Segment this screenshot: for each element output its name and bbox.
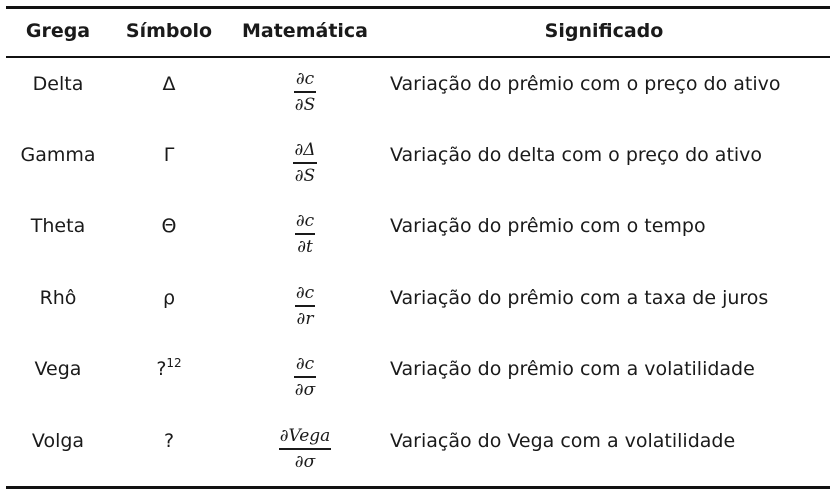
footnote-marker: 12 [166, 356, 182, 370]
fraction-bar [293, 162, 316, 164]
table-bottom-rule [6, 486, 830, 489]
formula-denominator: ∂S [294, 94, 316, 115]
formula-numerator: ∂c [295, 211, 315, 231]
significado-cell: Variação do prêmio com o tempo [390, 215, 706, 237]
formula-numerator: ∂Vega [279, 426, 331, 446]
fraction-bar [294, 376, 316, 378]
formula-cell [232, 354, 378, 400]
significado-cell: Variação do prêmio com a volatilidade [390, 358, 755, 380]
formula-denominator: ∂t [297, 236, 313, 257]
significado-cell: Variação do prêmio com o preço do ativo [390, 73, 781, 95]
grega-cell: Delta [32, 73, 84, 95]
simbolo-cell: Γ [163, 144, 175, 166]
formula-cell [232, 140, 378, 186]
fraction-bar [294, 91, 316, 93]
formula-numerator: ∂c [295, 69, 315, 89]
formula-numerator: ∂c [295, 283, 315, 303]
significado-cell: Variação do prêmio com a taxa de juros [390, 287, 769, 309]
simbolo-text: ? [156, 358, 167, 380]
formula-numerator: ∂Δ [294, 140, 316, 160]
formula-cell [232, 426, 378, 472]
header-matematica: Matemática [242, 20, 368, 42]
simbolo-cell: ρ [162, 287, 176, 309]
simbolo-cell: ? [163, 430, 175, 452]
simbolo-cell: Θ [161, 215, 177, 237]
formula-cell [232, 69, 378, 115]
simbolo-cell [120, 357, 218, 381]
fraction-bar [295, 305, 315, 307]
formula-numerator: ∂c [295, 354, 315, 374]
grega-cell: Rhô [39, 287, 77, 309]
header-significado: Significado [544, 20, 664, 42]
header-simbolo: Símbolo [125, 20, 213, 42]
formula-cell [232, 211, 378, 257]
formula-denominator: ∂σ [294, 379, 316, 400]
header-grega: Grega [25, 20, 91, 42]
formula-denominator: ∂r [296, 308, 314, 329]
grega-cell: Gamma [20, 144, 96, 166]
table-top-rule [6, 6, 830, 9]
grega-cell: Vega [34, 358, 82, 380]
formula-cell [232, 283, 378, 329]
header-rule [6, 56, 830, 58]
formula-denominator: ∂σ [294, 451, 316, 472]
grega-cell: Volga [31, 430, 85, 452]
fraction-bar [295, 233, 315, 235]
grega-cell: Theta [30, 215, 86, 237]
significado-cell: Variação do delta com o preço do ativo [390, 144, 763, 166]
fraction-bar [279, 448, 332, 450]
formula-denominator: ∂S [294, 165, 316, 186]
significado-cell: Variação do Vega com a volatilidade [390, 430, 736, 452]
simbolo-cell: Δ [162, 73, 176, 95]
